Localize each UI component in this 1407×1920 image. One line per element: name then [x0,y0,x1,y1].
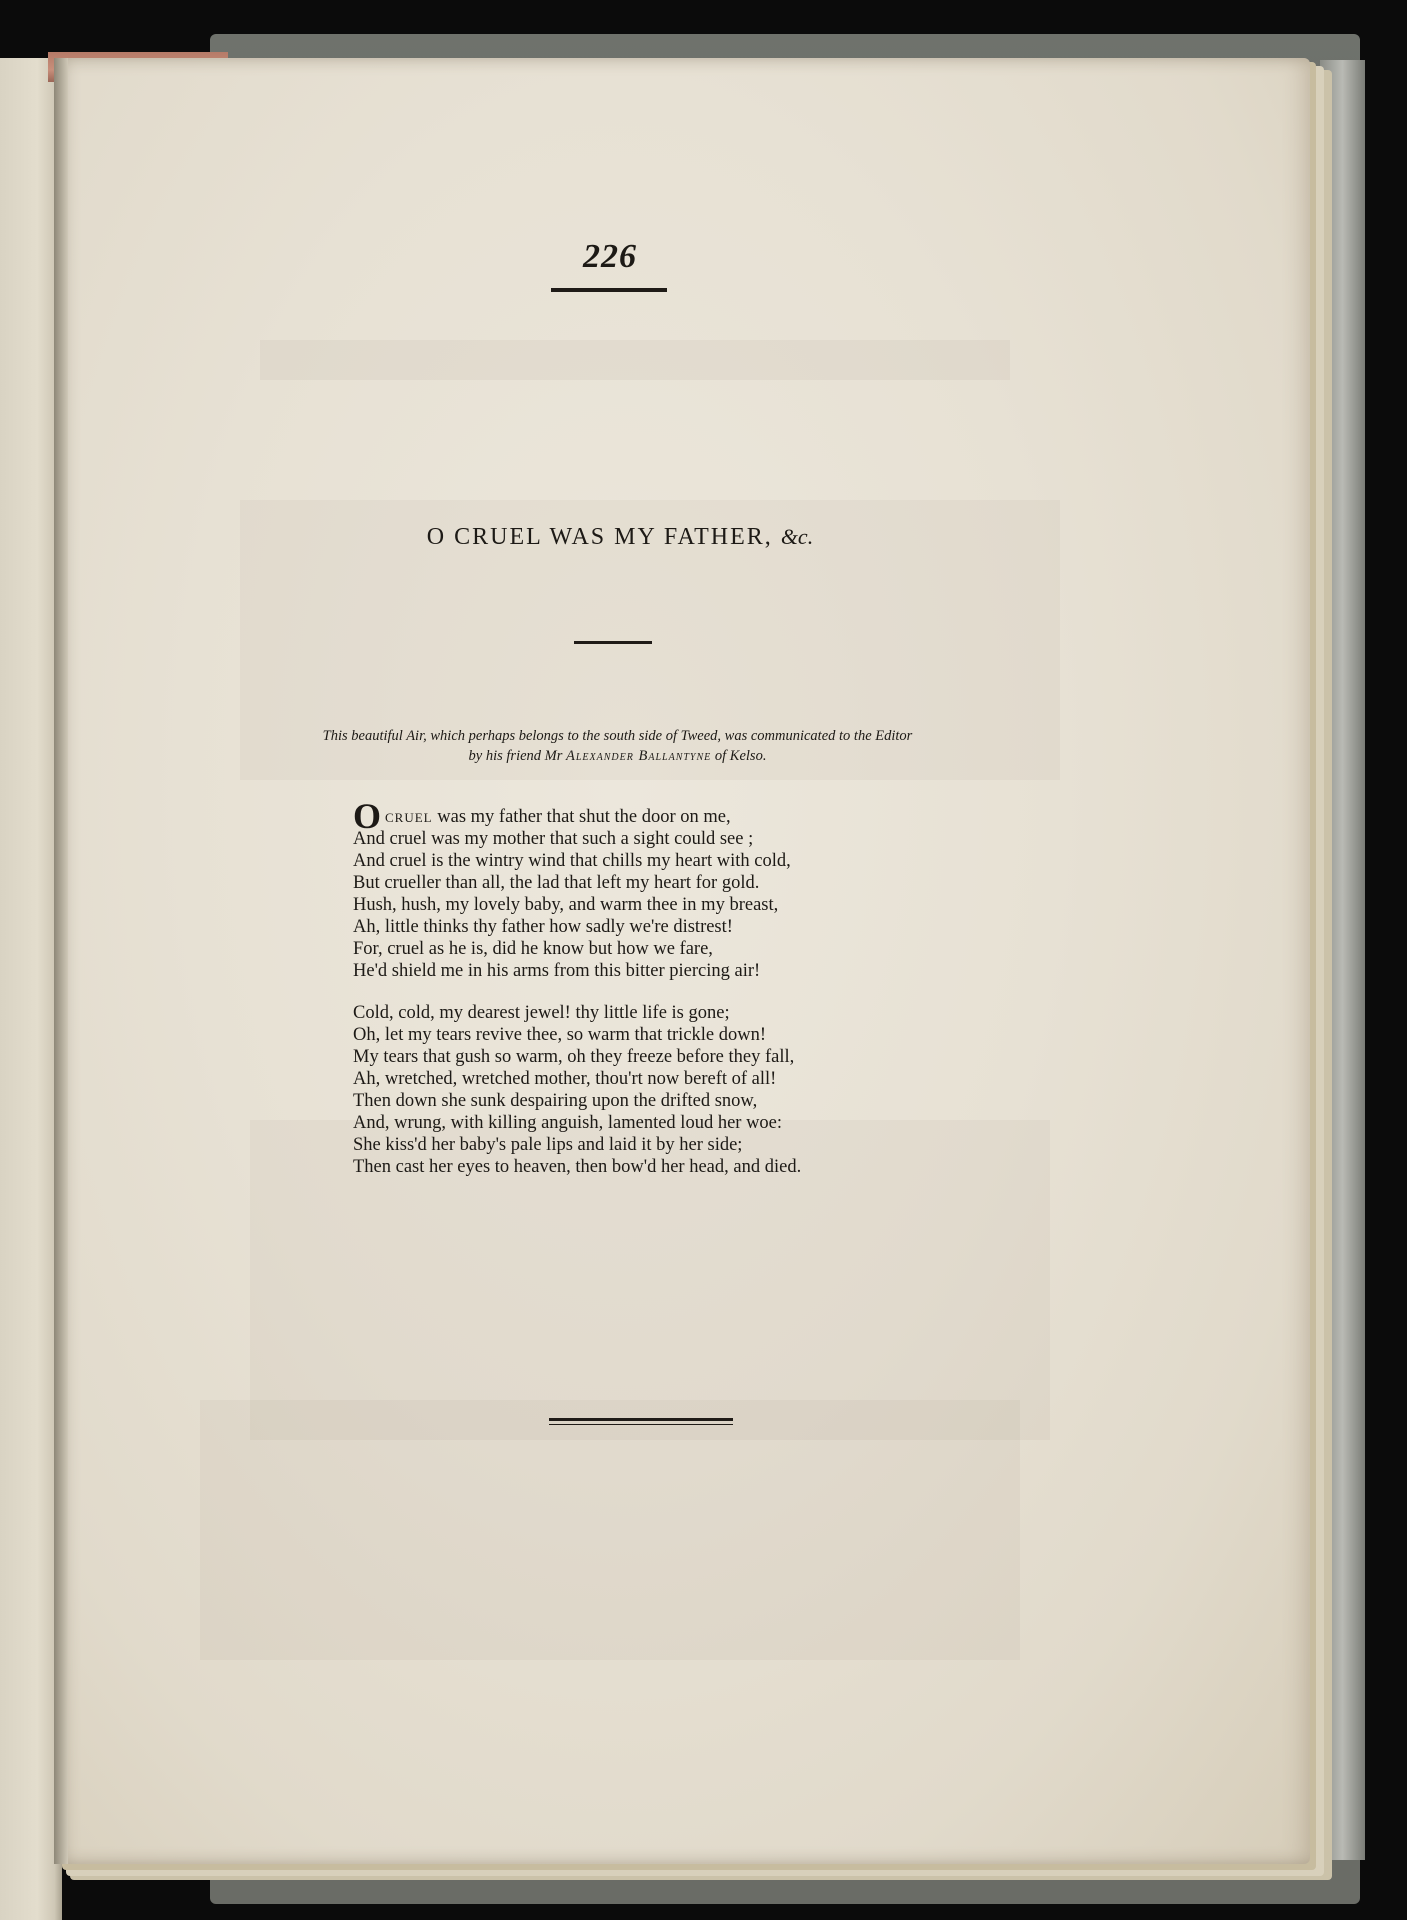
poem-line: Ah, wretched, wretched mother, thou'rt now bereft of all! [353,1069,777,1089]
poem-line: And cruel was my mother that such a sight could see ; [353,829,754,849]
poem-line: But crueller than all, the lad that left my heart for gold. [353,873,760,893]
song-title-text: O CRUEL WAS MY FATHER, [426,524,773,550]
poem-line: Oh, let my tears revive thee, so warm that trickle down! [353,1025,767,1045]
page-gutter [54,58,68,1864]
stanza-break [353,982,913,1002]
poem-line: Cold, cold, my dearest jewel! thy little life is gone; [353,1003,730,1023]
page-number: 226 [583,238,637,275]
poem-line: Then cast her eyes to heaven, then bow'd her head, and died. [353,1157,802,1177]
poem-line: And cruel is the wintry wind that chills my heart with cold, [353,851,791,871]
poem-line: For, cruel as he is, did he know but how we fare, [353,939,713,959]
editor-note-suffix: of Kelso. [714,748,767,764]
first-word: cruel [385,807,433,827]
title-rule [574,641,652,644]
editor-note-prefix: by his friend Mr [468,748,563,764]
poem-line: Hush, hush, my lovely baby, and warm thee in my breast, [353,895,779,915]
editor-note-line1: This beautiful Air, which perhaps belongs to the south side of Tweed, was communicated to the Editor [322,728,913,744]
editor-note-name: Alexander Ballantyne [566,748,712,764]
drop-cap: O [353,796,382,836]
poem-body [353,796,913,1178]
poem-line: My tears that gush so warm, oh they freeze before they fall, [353,1047,795,1067]
show-through-shadow [200,1400,1020,1660]
poem-line: Ah, little thinks thy father how sadly we're distrest! [353,917,733,937]
closing-rule-thin [549,1424,733,1425]
closing-rule [549,1418,733,1421]
poem-line: And, wrung, with killing anguish, lamented loud her woe: [353,1113,783,1133]
facing-page [0,58,62,1920]
poem-line: He'd shield me in his arms from this bitter piercing air! [353,961,761,981]
poem-line: She kiss'd her baby's pale lips and laid it by her side; [353,1135,743,1155]
poem-first-line [353,796,913,836]
poem-line: Then down she sunk despairing upon the drifted snow, [353,1091,758,1111]
editor-note [220,726,1015,766]
first-line-rest: was my father that shut the door on me, [437,807,731,827]
song-title [300,524,940,551]
song-title-etc: &c. [780,524,814,549]
show-through-shadow [260,340,1010,380]
page-number-rule [551,288,667,292]
